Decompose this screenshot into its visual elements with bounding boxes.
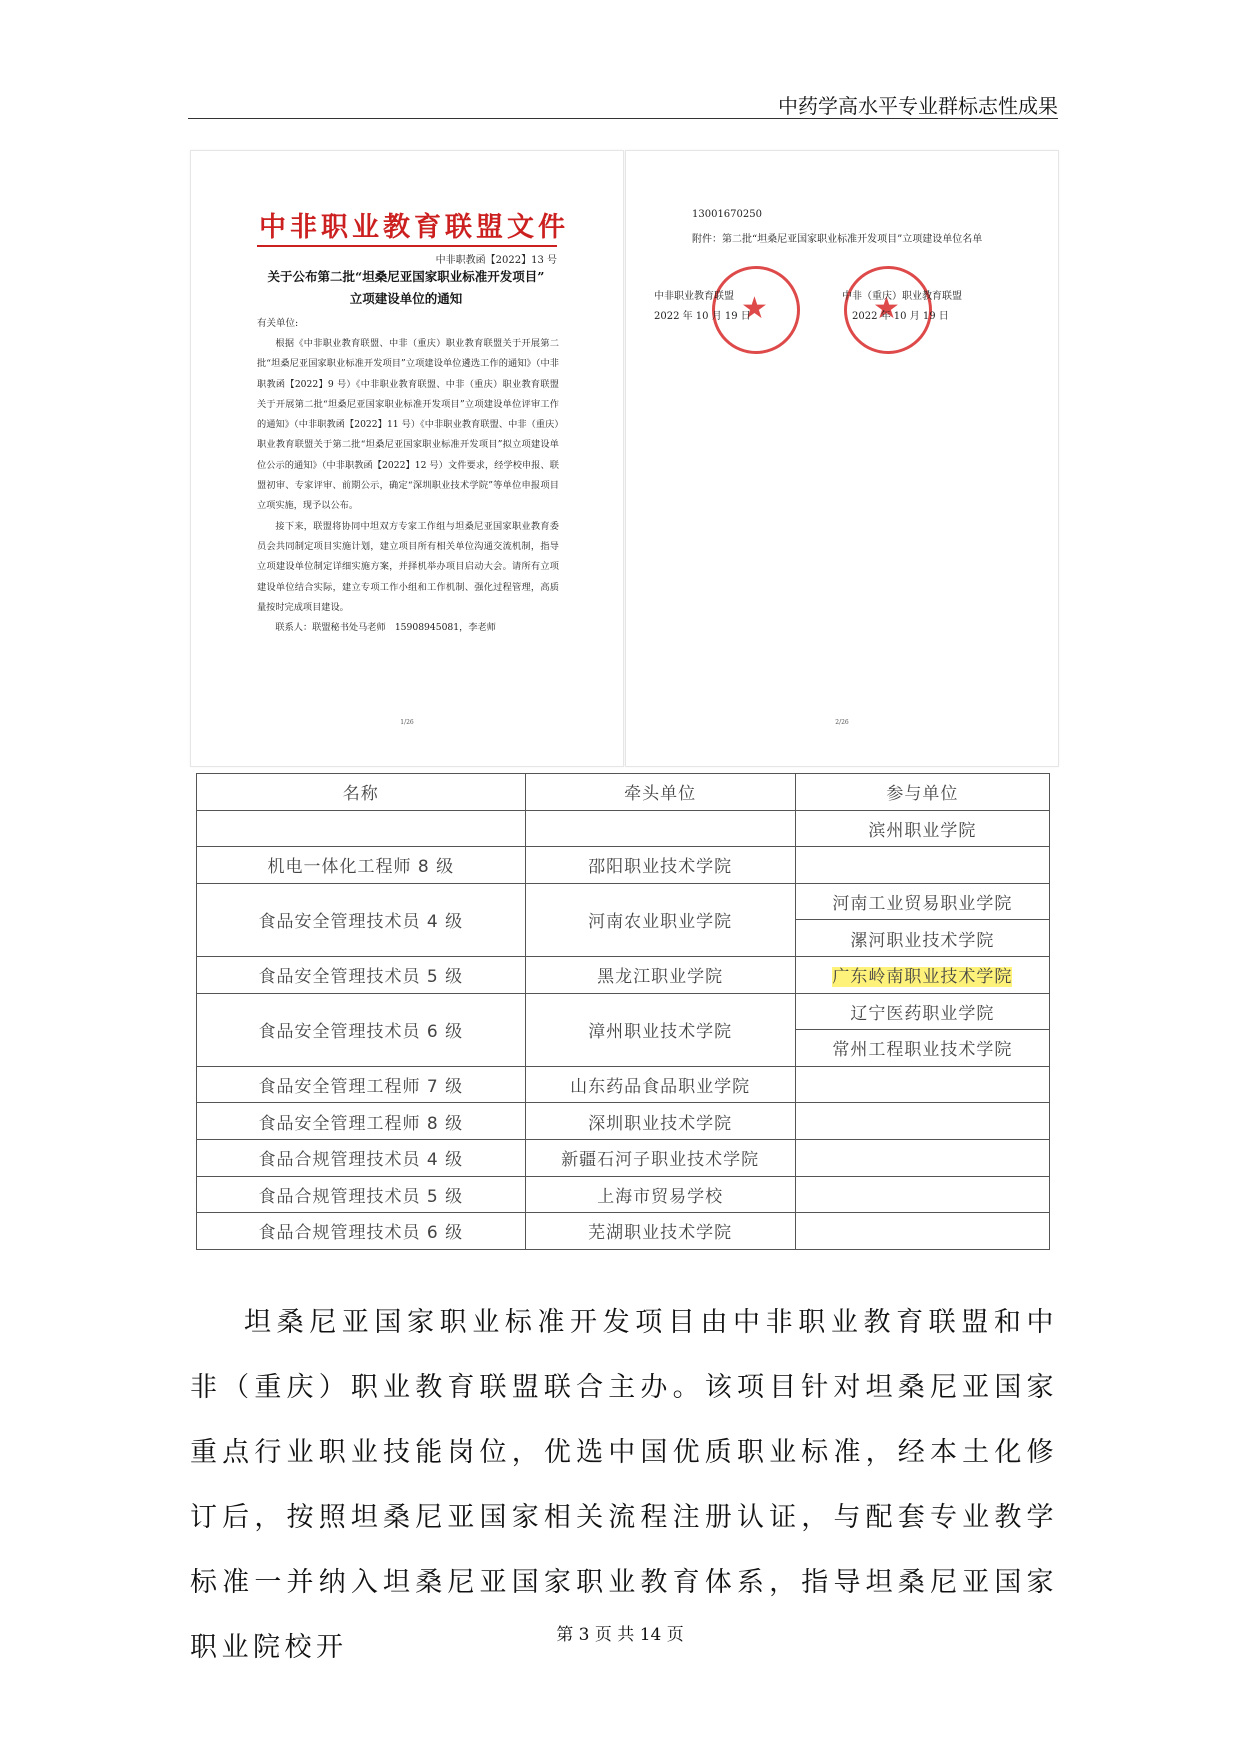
lead-cell: 芜湖职业技术学院 (525, 1213, 795, 1250)
participant-cell: 常州工程职业技术学院 (795, 1030, 1049, 1067)
lead-cell: 邵阳职业技术学院 (525, 847, 795, 884)
name-cell: 食品安全管理技术员 4 级 (197, 883, 526, 956)
participant-cell: 河南工业贸易职业学院 (795, 883, 1049, 920)
lead-cell: 上海市贸易学校 (525, 1176, 795, 1213)
name-cell (197, 810, 526, 847)
table-row (197, 993, 1050, 1030)
participant-cell (795, 1103, 1049, 1140)
participant-cell (795, 1066, 1049, 1103)
project-units-table (196, 773, 1050, 1250)
name-cell: 机电一体化工程师 8 级 (197, 847, 526, 884)
notice-body (257, 334, 559, 638)
signature-left-date: 2022 年 10 月 19 日 (654, 311, 751, 322)
table-row (197, 810, 1050, 847)
participant-cell (795, 1139, 1049, 1176)
table-row (197, 847, 1050, 884)
participant-cell: 滨州职业学院 (795, 810, 1049, 847)
table-header-cell: 牵头单位 (525, 774, 795, 811)
scanned-notice-page-1 (190, 150, 624, 767)
lead-cell: 新疆石河子职业技术学院 (525, 1139, 795, 1176)
lead-cell: 山东药品食品职业学院 (525, 1066, 795, 1103)
participant-cell (795, 847, 1049, 884)
letterhead-rule (257, 245, 557, 247)
participant-cell: 漯河职业技术学院 (795, 920, 1049, 957)
participant-cell: 辽宁医药职业学院 (795, 993, 1049, 1030)
participant-cell-highlighted (795, 956, 1049, 993)
phone-number: 13001670250 (692, 209, 762, 220)
lead-cell: 深圳职业技术学院 (525, 1103, 795, 1140)
name-cell: 食品合规管理技术员 5 级 (197, 1176, 526, 1213)
table-row (197, 1066, 1050, 1103)
participant-cell (795, 1213, 1049, 1250)
scan-page-mark: 2/26 (835, 719, 849, 726)
name-cell: 食品安全管理技术员 6 级 (197, 993, 526, 1066)
body-paragraph: 坦桑尼亚国家职业标准开发项目由中非职业教育联盟和中非（重庆）职业教育联盟联合主办。该项目针对坦桑尼亚国家重点行业职业技能岗位，优选中国优质职业标准，经本土化修订后，按照坦桑尼亚国家相关流程注册认证，与配套专业教学标准一并纳入坦桑尼亚国家职业教育体系，指导坦桑尼亚国家职业院校开 (190, 1307, 1058, 1663)
lead-cell: 河南农业职业学院 (525, 883, 795, 956)
notice-paragraph-1: 根据《中非职业教育联盟、中非（重庆）职业教育联盟关于开展第二批“坦桑尼亚国家职业标准开发项目”立项建设单位遴选工作的通知》（中非职教函【2022】9 号）《中非职业教育联盟、中非（重庆）职业教育联盟关于开展第二批“坦桑尼亚国家职业标准开发项目”立项建设单位评审工作的通知》（中非职教函【2022】11 号）《中非职业教育联盟、中非（重庆）职业教育联盟关于第二批“坦桑尼亚国家职业标准开发项目”拟立项建设单位公示的通知》（中非职教函【2022】12 号）文件要求，经学校申报、联盟初审、专家评审、前期公示，确定“深圳职业技术学院”等单位申报项目立项实施，现予以公布。 (257, 338, 559, 512)
notice-title-line2: 立项建设单位的通知 (349, 291, 463, 306)
name-cell: 食品安全管理技术员 5 级 (197, 956, 526, 993)
table-header-cell: 参与单位 (795, 774, 1049, 811)
lead-cell: 黑龙江职业学院 (525, 956, 795, 993)
table-row (197, 1139, 1050, 1176)
table-row (197, 1213, 1050, 1250)
attachment-line: 附件：第二批“坦桑尼亚国家职业标准开发项目”立项建设单位名单 (692, 234, 983, 245)
highlighted-text: 广东岭南职业技术学院 (832, 967, 1013, 988)
letterhead: 中非职业教育联盟文件 (259, 212, 569, 243)
table-header-row (197, 774, 1050, 811)
name-cell: 食品合规管理技术员 6 级 (197, 1213, 526, 1250)
table-row (197, 883, 1050, 920)
table-row (197, 1103, 1050, 1140)
name-cell: 食品合规管理技术员 4 级 (197, 1139, 526, 1176)
notice-title-line1: 关于公布第二批“坦桑尼亚国家职业标准开发项目” (267, 269, 545, 284)
scan-page-mark: 1/26 (400, 719, 414, 726)
name-cell: 食品安全管理工程师 7 级 (197, 1066, 526, 1103)
page-header (188, 86, 1058, 119)
notice-contact: 联系人：联盟秘书处马老师 15908945081，李老师 (275, 622, 496, 634)
scanned-notice-page-2 (625, 150, 1059, 767)
header-title: 中药学高水平专业群标志性成果 (778, 94, 1058, 118)
signature-right-date: 2022 年 10 月 19 日 (852, 311, 949, 322)
page-footer: 第 3 页 共 14 页 (556, 1625, 684, 1645)
table-row (197, 956, 1050, 993)
notice-paragraph-2: 接下来，联盟将协同中坦双方专家工作组与坦桑尼亚国家职业教育委员会共同制定项目实施计划，建立项目所有相关单位沟通交流机制，指导立项建设单位制定详细实施方案，并择机举办项目启动大会。请所有立项建设单位结合实际，建立专项工作小组和工作机制、强化过程管理，高质量按时完成项目建设。 (257, 520, 559, 613)
signature-left-name: 中非职业教育联盟 (654, 291, 734, 302)
signature-right-name: 中非（重庆）职业教育联盟 (842, 291, 962, 302)
name-cell: 食品安全管理工程师 8 级 (197, 1103, 526, 1140)
table-row (197, 1176, 1050, 1213)
table-header-cell: 名称 (197, 774, 526, 811)
participant-cell (795, 1176, 1049, 1213)
lead-cell: 漳州职业技术学院 (525, 993, 795, 1066)
addressee: 有关单位: (257, 318, 299, 329)
document-number: 中非职教函【2022】13 号 (435, 255, 557, 266)
lead-cell (525, 810, 795, 847)
